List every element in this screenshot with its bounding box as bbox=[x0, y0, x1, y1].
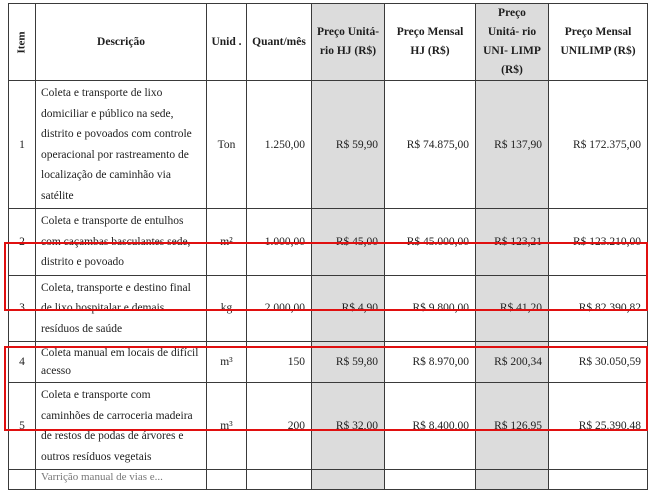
cell-item: 3 bbox=[9, 275, 36, 342]
header-preco-unit-hj: Preço Unitá- rio HJ (R$) bbox=[312, 4, 385, 81]
cell-descricao: Coleta e transporte de lixo domiciliar e público na sede, distrito e povoados com controle operacional por rastreamento de localização de caminhão via satélite bbox=[36, 81, 207, 209]
cell-preco-unit-unilimp: R$ 123,21 bbox=[476, 209, 549, 276]
cell-quant: 1.000,00 bbox=[247, 209, 312, 276]
header-quant: Quant/mês bbox=[247, 4, 312, 81]
cell-preco-unit-hj: R$ 32,00 bbox=[312, 383, 385, 470]
cell-quant: 2.000,00 bbox=[247, 275, 312, 342]
table-row-partial bbox=[9, 470, 648, 490]
cell-descricao: Varrição manual de vias e... bbox=[36, 470, 207, 490]
cell-descricao: Coleta e transporte com caminhões de carroceria madeira de restos de podas de árvores e outros resíduos vegetais bbox=[36, 383, 207, 470]
cell-unid: Ton bbox=[207, 81, 247, 209]
cell-preco-unit-hj: R$ 4,90 bbox=[312, 275, 385, 342]
header-descricao: Descrição bbox=[36, 4, 207, 81]
cell-quant: 1.250,00 bbox=[247, 81, 312, 209]
cell-preco-mensal-unilimp bbox=[549, 470, 648, 490]
cell-preco-unit-hj: R$ 45,00 bbox=[312, 209, 385, 276]
table-row bbox=[9, 383, 648, 470]
cell-preco-unit-unilimp: R$ 200,34 bbox=[476, 342, 549, 383]
cell-preco-mensal-hj: R$ 8.400,00 bbox=[385, 383, 476, 470]
cell-descricao: Coleta e transporte de entulhos com caçambas basculantes sede, distrito e povoado bbox=[36, 209, 207, 276]
table-row bbox=[9, 209, 648, 276]
cell-descricao: Coleta, transporte e destino final de lixo hospitalar e demais resíduos de saúde bbox=[36, 275, 207, 342]
cell-preco-unit-hj bbox=[312, 470, 385, 490]
table-row bbox=[9, 342, 648, 383]
cell-quant: 150 bbox=[247, 342, 312, 383]
cell-preco-mensal-hj bbox=[385, 470, 476, 490]
cell-descricao: Coleta manual em locais de difícil acesso bbox=[36, 342, 207, 383]
cell-preco-mensal-unilimp: R$ 30.050,59 bbox=[549, 342, 648, 383]
cell-preco-mensal-unilimp: R$ 82.390,82 bbox=[549, 275, 648, 342]
header-preco-mensal-unilimp: Preço Mensal UNILIMP (R$) bbox=[549, 4, 648, 81]
cell-item: 5 bbox=[9, 383, 36, 470]
cell-quant: 200 bbox=[247, 383, 312, 470]
cell-preco-unit-unilimp: R$ 41,20 bbox=[476, 275, 549, 342]
cell-item bbox=[9, 470, 36, 490]
cell-unid: m³ bbox=[207, 383, 247, 470]
price-comparison-table bbox=[8, 3, 648, 490]
cell-unid: kg bbox=[207, 275, 247, 342]
cell-preco-unit-unilimp: R$ 137,90 bbox=[476, 81, 549, 209]
cell-preco-mensal-hj: R$ 8.970,00 bbox=[385, 342, 476, 383]
cell-item: 4 bbox=[9, 342, 36, 383]
cell-unid: m² bbox=[207, 209, 247, 276]
table-row bbox=[9, 275, 648, 342]
cell-preco-unit-hj: R$ 59,80 bbox=[312, 342, 385, 383]
cell-quant bbox=[247, 470, 312, 490]
cell-item: 2 bbox=[9, 209, 36, 276]
header-preco-mensal-hj: Preço Mensal HJ (R$) bbox=[385, 4, 476, 81]
header-preco-unit-unilimp: Preço Unitá- rio UNI- LIMP (R$) bbox=[476, 4, 549, 81]
table-row bbox=[9, 81, 648, 209]
header-item: Item bbox=[9, 4, 36, 81]
cell-preco-mensal-hj: R$ 74.875,00 bbox=[385, 81, 476, 209]
cell-unid: m³ bbox=[207, 342, 247, 383]
header-unid: Unid . bbox=[207, 4, 247, 81]
cell-unid bbox=[207, 470, 247, 490]
cell-preco-mensal-unilimp: R$ 25.390,48 bbox=[549, 383, 648, 470]
cell-preco-unit-unilimp bbox=[476, 470, 549, 490]
cell-preco-unit-unilimp: R$ 126,95 bbox=[476, 383, 549, 470]
cell-preco-mensal-hj: R$ 45.000,00 bbox=[385, 209, 476, 276]
cell-preco-mensal-unilimp: R$ 172.375,00 bbox=[549, 81, 648, 209]
cell-item: 1 bbox=[9, 81, 36, 209]
cell-preco-unit-hj: R$ 59,90 bbox=[312, 81, 385, 209]
cell-preco-mensal-unilimp: R$ 123.210,00 bbox=[549, 209, 648, 276]
header-row bbox=[9, 4, 648, 81]
cell-preco-mensal-hj: R$ 9.800,00 bbox=[385, 275, 476, 342]
